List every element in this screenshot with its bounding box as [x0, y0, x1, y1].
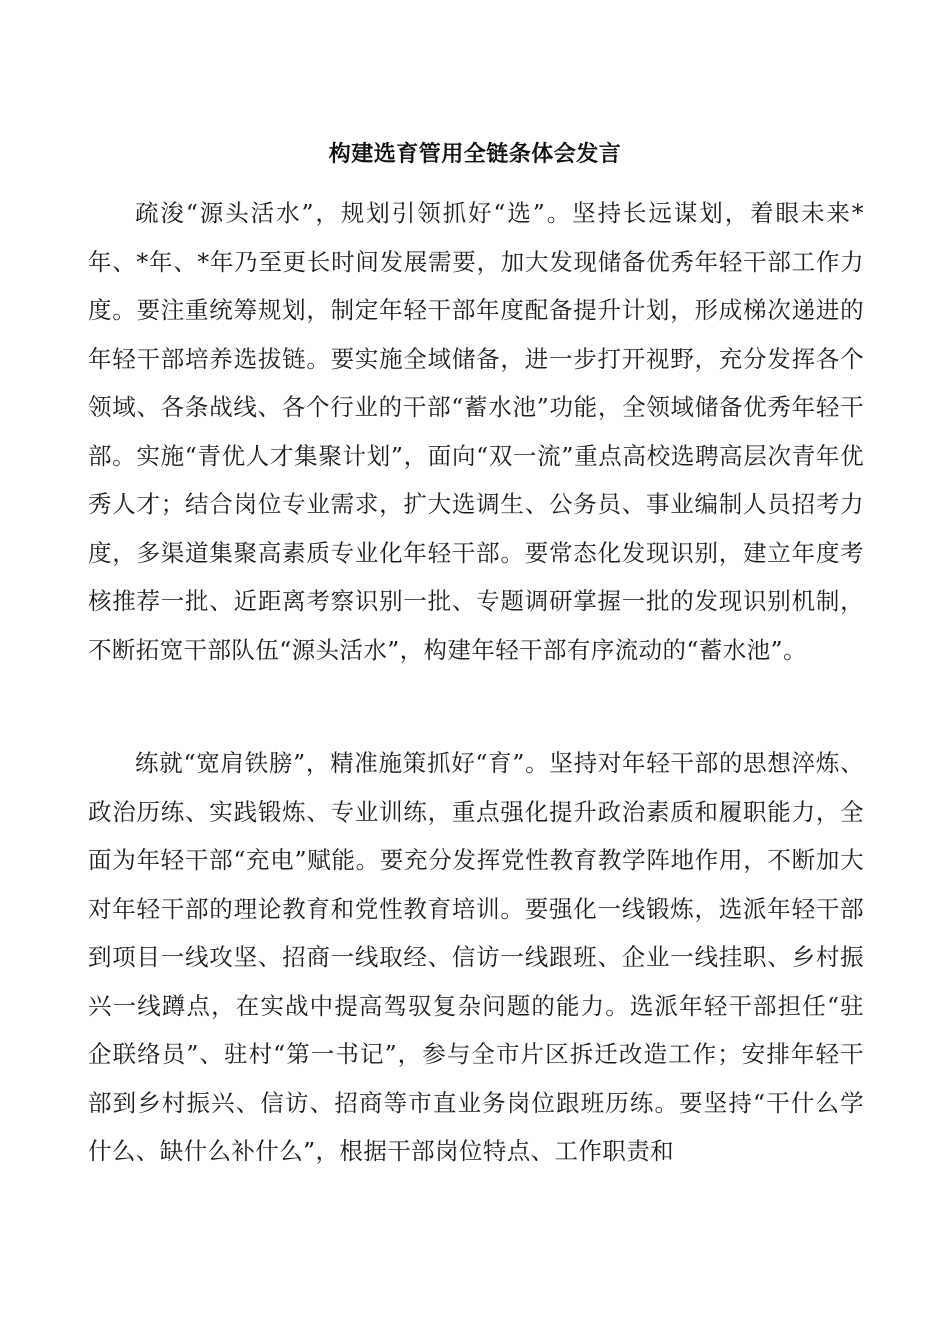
paragraph-cultivation: 练就“宽肩铁膀”，精准施策抓好“育”。坚持对年轻干部的思想淬炼、政治历练、实践锻炼、专业训练，重点强化提升政治素质和履职能力，全面为年轻干部“充电”赋能。要充分发挥党性教育教学阵地作用，不断加大对年轻干部的理论教育和党性教育培训。要强化一线锻炼，选派年轻干部到项目一线攻坚、招商一线取经、信访一线跟班、企业一线挂职、乡村振兴一线蹲点，在实战中提高驾驭复杂问题的能力。选派年轻干部担任“驻企联络员”、驻村“第一书记”，参与全市片区拆迁改造工作；安排年轻干部到乡村振兴、信访、招商等市直业务岗位跟班历练。要坚持“干什么学什么、缺什么补什么”，根据干部岗位特点、工作职责和: [88, 749, 864, 1165]
document-title: 构建选育管用全链条体会发言: [328, 142, 622, 167]
paragraph-selection: 疏浚“源头活水”，规划引领抓好“选”。坚持长远谋划，着眼未来*年、*年、*年乃至更长时间发展需要，加大发现储备优秀年轻干部工作力度。要注重统筹规划，制定年轻干部年度配备提升计划，形成梯次递进的年轻干部培养选拔链。要实施全域储备，进一步打开视野，充分发挥各个领域、各条战线、各个行业的干部“蓄水池”功能，全领域储备优秀年轻干部。实施“青优人才集聚计划”，面向“双一流”重点高校选聘高层次青年优秀人才；结合岗位专业需求，扩大选调生、公务员、事业编制人员招考力度，多渠道集聚高素质专业化年轻干部。要常态化发现识别，建立年度考核推荐一批、近距离考察识别一批、专题调研掌握一批的发现识别机制，不断拓宽干部队伍“源头活水”，构建年轻干部有序流动的“蓄水池”。: [88, 199, 864, 664]
